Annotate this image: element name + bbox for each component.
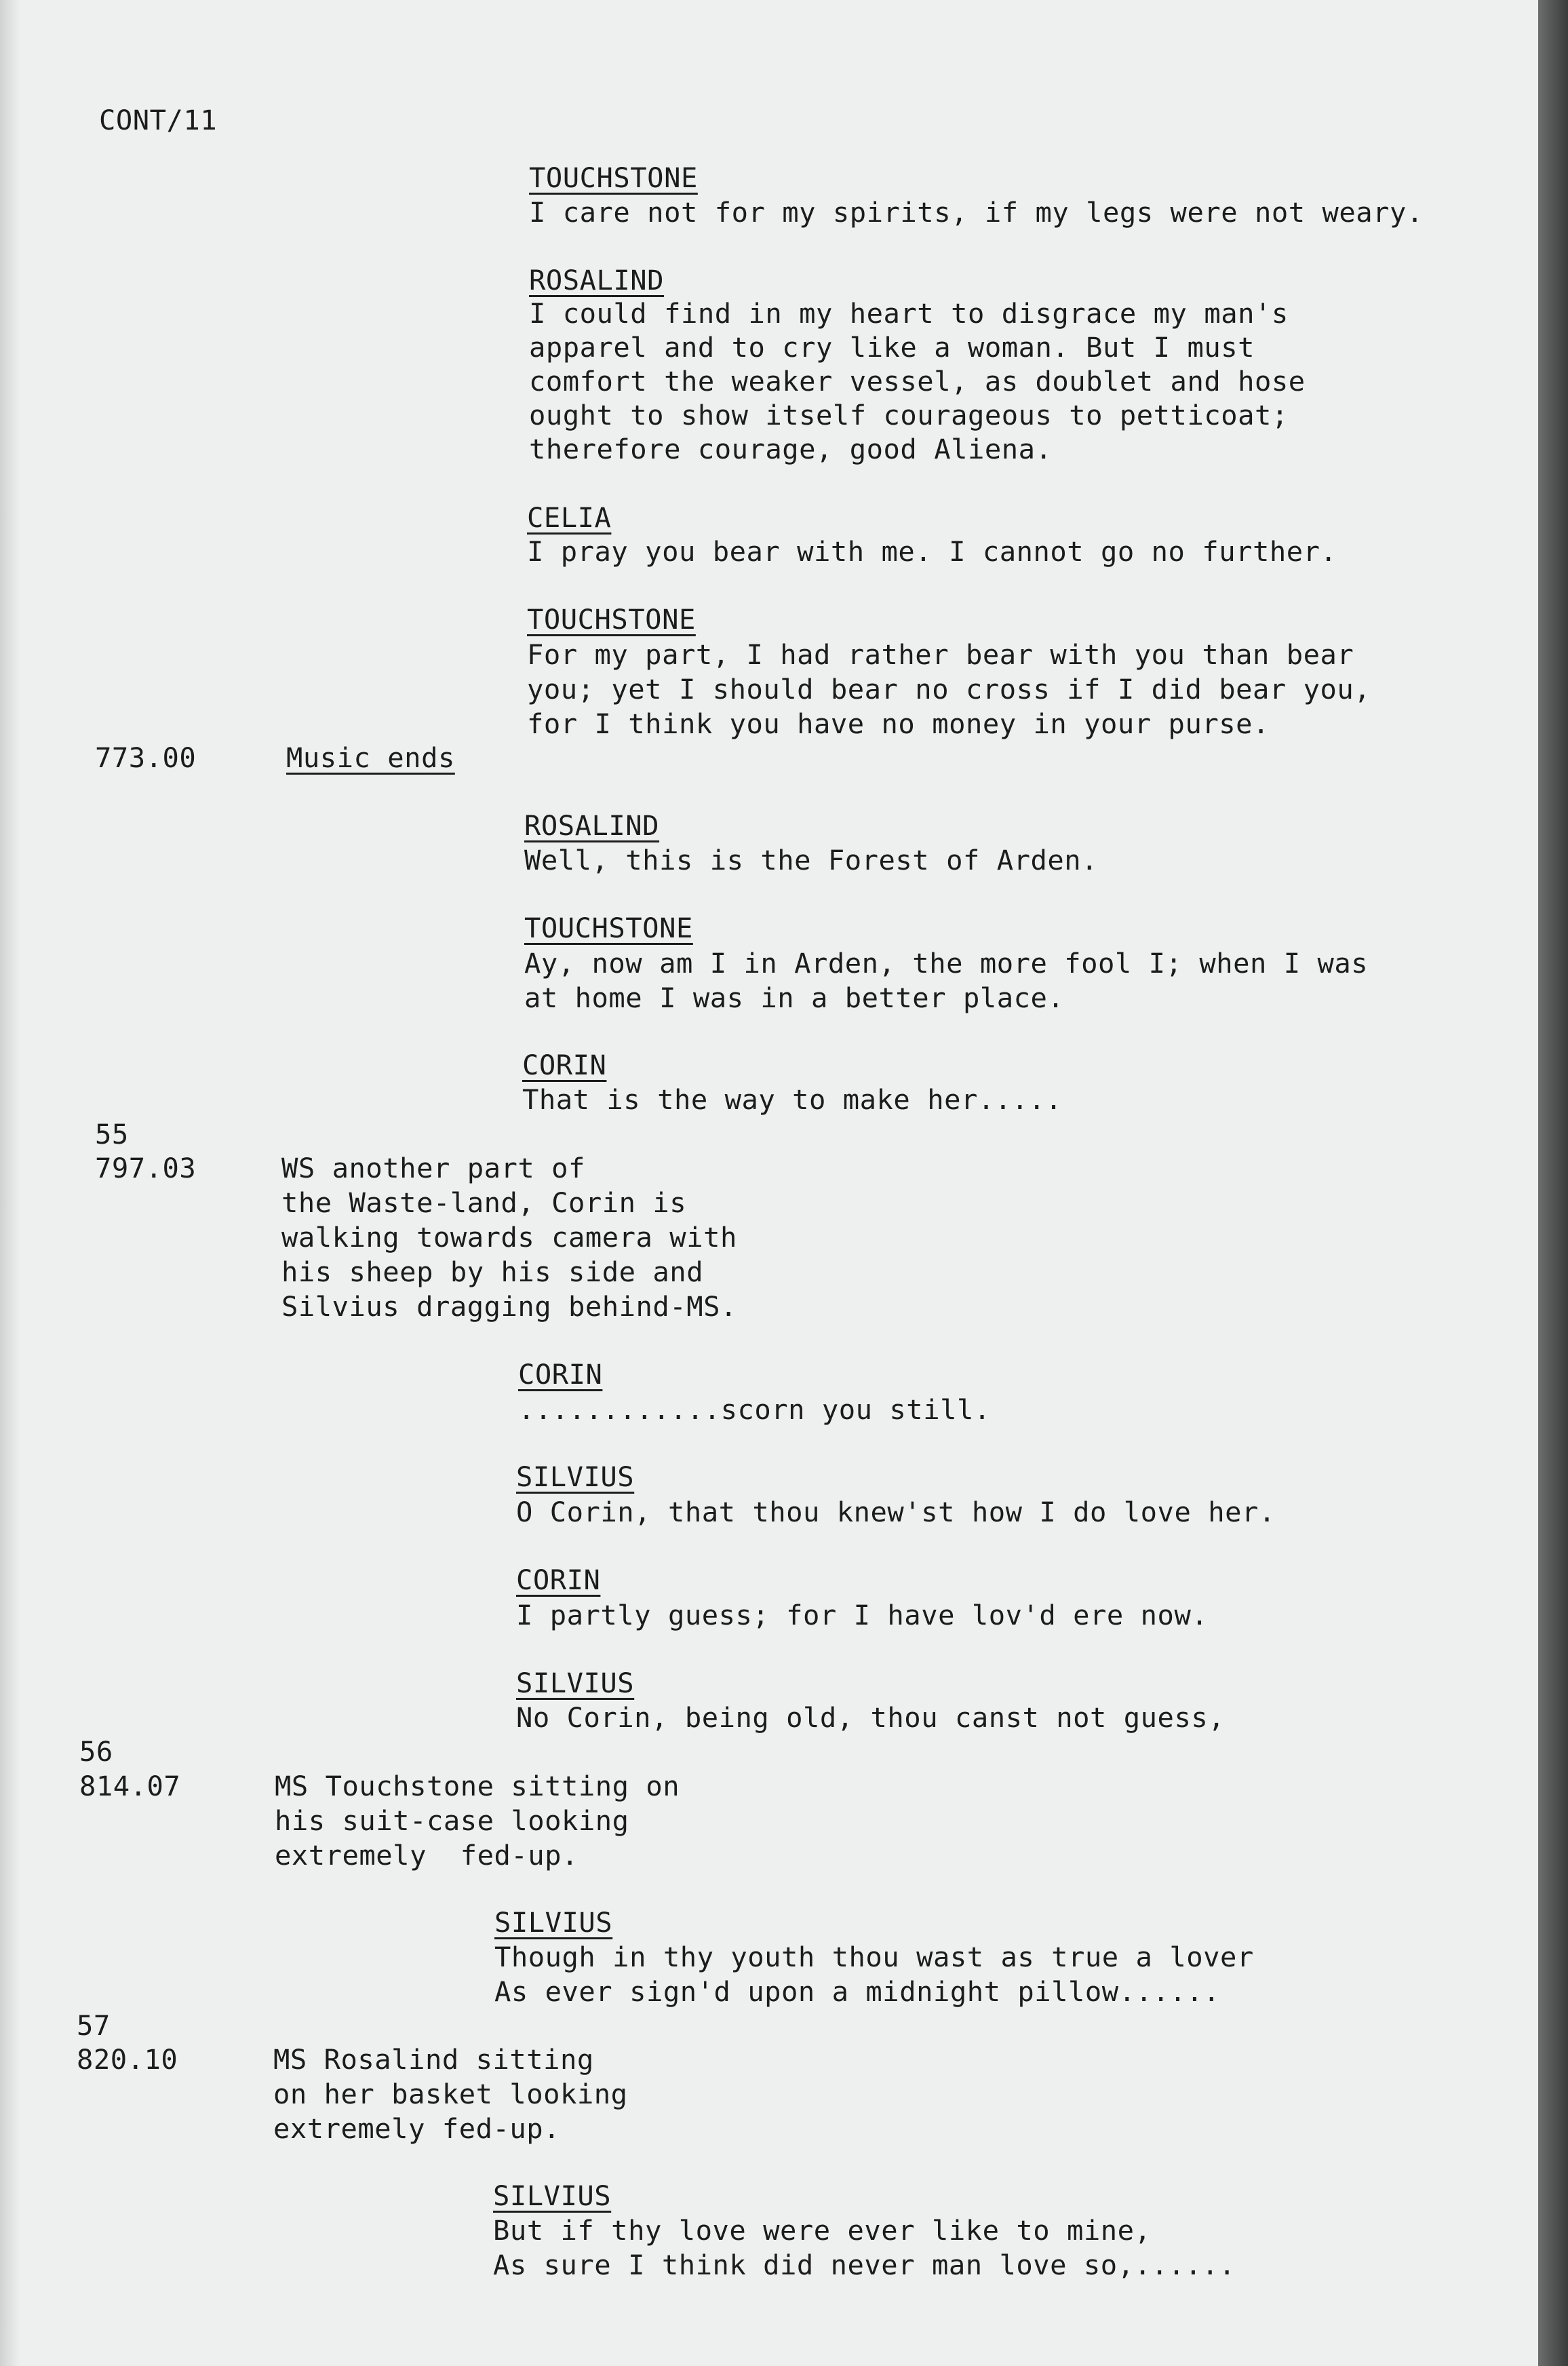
speaker-name: CORIN [516, 1564, 601, 1596]
speaker-name: CELIA [527, 501, 612, 534]
stage-direction: Music ends [286, 741, 455, 774]
dialogue-line: I care not for my spirits, if my legs were not weary. [529, 196, 1424, 229]
page-label: CONT/11 [99, 104, 218, 136]
stage-direction: Silvius dragging behind-MS. [281, 1290, 737, 1323]
dialogue-line: Ay, now am I in Arden, the more fool I; when I was [524, 947, 1369, 980]
stage-direction: the Waste-land, Corin is [281, 1186, 687, 1219]
speaker-name: ROSALIND [529, 264, 665, 296]
dialogue-line: But if thy love were ever like to mine, [493, 2214, 1152, 2247]
shot-number: 56 [79, 1735, 113, 1768]
stage-direction: WS another part of [281, 1152, 585, 1184]
scan-edge [1538, 0, 1568, 2366]
binding-gutter [0, 0, 20, 2366]
speaker-name: TOUCHSTONE [527, 603, 696, 636]
dialogue-line: apparel and to cry like a woman. But I must [529, 331, 1255, 364]
dialogue-line: ought to show itself courageous to petticoat; [529, 399, 1289, 431]
speaker-name: CORIN [518, 1358, 603, 1391]
speaker-name: SILVIUS [516, 1667, 635, 1699]
dialogue-line: As sure I think did never man love so,...... [493, 2249, 1236, 2281]
dialogue-line: you; yet I should bear no cross if I did bear you, [527, 673, 1371, 705]
stage-direction: his sheep by his side and [281, 1256, 704, 1288]
dialogue-line: That is the way to make her..... [522, 1083, 1063, 1116]
dialogue-line: for I think you have no money in your purse. [527, 707, 1270, 740]
dialogue-line: Well, this is the Forest of Arden. [524, 844, 1099, 876]
stage-direction: extremely fed-up. [275, 1839, 579, 1872]
stage-direction: his suit-case looking [275, 1804, 629, 1837]
timecode: 820.10 [77, 2043, 178, 2076]
speaker-name: CORIN [522, 1049, 607, 1081]
stage-direction: on her basket looking [273, 2078, 628, 2110]
shot-number: 57 [77, 2009, 111, 2042]
dialogue-line: As ever sign'd upon a midnight pillow...... [494, 1975, 1220, 2008]
dialogue-line: Though in thy youth thou wast as true a lover [494, 1941, 1254, 1973]
dialogue-line: therefore courage, good Aliena. [529, 433, 1053, 465]
dialogue-line: No Corin, being old, thou canst not guess, [516, 1701, 1226, 1734]
speaker-name: SILVIUS [516, 1460, 635, 1493]
speaker-name: SILVIUS [493, 2179, 612, 2212]
dialogue-line: at home I was in a better place. [524, 982, 1065, 1014]
dialogue-line: I could find in my heart to disgrace my man's [529, 297, 1289, 330]
dialogue-line: I pray you bear with me. I cannot go no further. [527, 535, 1337, 568]
stage-direction: MS Rosalind sitting [273, 2043, 594, 2076]
dialogue-line: comfort the weaker vessel, as doublet and hose [529, 365, 1306, 397]
timecode: 814.07 [79, 1770, 181, 1802]
dialogue-line: For my part, I had rather bear with you than bear [527, 638, 1354, 671]
speaker-name: SILVIUS [494, 1906, 613, 1939]
speaker-name: TOUCHSTONE [524, 912, 693, 944]
timecode: 797.03 [95, 1152, 197, 1184]
shot-number: 55 [95, 1118, 129, 1150]
speaker-name: ROSALIND [524, 809, 660, 842]
speaker-name: TOUCHSTONE [529, 161, 698, 194]
stage-direction: walking towards camera with [281, 1221, 737, 1254]
stage-direction: MS Touchstone sitting on [275, 1770, 680, 1802]
stage-direction: extremely fed-up. [273, 2112, 561, 2145]
dialogue-line: I partly guess; for I have lov'd ere now. [516, 1599, 1209, 1631]
dialogue-line: ............scorn you still. [518, 1393, 991, 1426]
timecode: 773.00 [95, 741, 197, 774]
dialogue-line: O Corin, that thou knew'st how I do love her. [516, 1496, 1276, 1528]
